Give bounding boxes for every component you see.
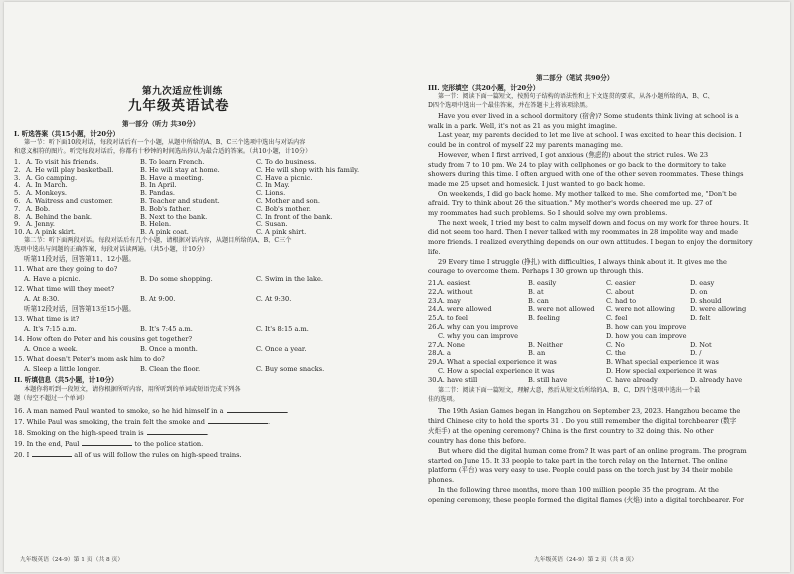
question-number: 29.	[428, 358, 439, 367]
passage-line: phones.	[428, 476, 455, 485]
question-18: 18. Smoking on the high-speed train is .	[14, 429, 209, 437]
option-a: A. Bob.	[26, 204, 51, 213]
q12-option-b: B. At 9:00.	[140, 295, 176, 303]
q20-text: 20. I	[14, 451, 30, 459]
cloze-intro: 第一节：阅读下面一篇短文，按照句子结构的语法性和上下文连贯的要求，从各小题所给的A、B、C、	[438, 93, 714, 100]
section2-intro: 选项中选出与问题的正确答案，每段对话读两遍。（共5小题，计10分）	[14, 246, 209, 253]
cloze-intro: D四个选项中选出一个最佳答案，并在答题卡上将该项涂黑。	[428, 102, 592, 109]
passage-line: courage to overcome them. Perhaps I 30 grown up through this.	[428, 267, 644, 276]
q11-option-c: C. Swim in the lake.	[256, 275, 323, 283]
option-c: C. Lions.	[256, 189, 286, 198]
q19-tail: to the police station.	[134, 440, 204, 448]
passage-line: The next week, I tried my best to calm myself down and focus on my work for three hours. It	[438, 218, 749, 227]
q20-tail: all of us will follow the rules on high-speed trains.	[74, 451, 242, 459]
option-b: B. Teacher and student.	[140, 197, 220, 205]
question-12: 12. What time will they meet?	[14, 285, 115, 293]
question-number: 28.	[428, 349, 439, 358]
q19-text: 19. In the end, Paul	[14, 440, 80, 448]
question-number: 22.	[428, 287, 439, 296]
q15-option-c: C. Buy some snacks.	[256, 365, 325, 373]
option-a: A. have still	[438, 375, 478, 384]
option-b: B. Next to the bank.	[140, 212, 208, 221]
answer-blank[interactable]	[208, 417, 268, 424]
option-b: B. To learn French.	[140, 158, 205, 166]
answer-blank[interactable]	[32, 450, 72, 457]
question-number: 26.	[428, 323, 439, 331]
passage-line: Last year, my parents decided to let me live at school. I was excited to hear this decision. I	[438, 131, 742, 140]
option-b: B. an	[528, 349, 546, 358]
option-b: B. Pandas.	[140, 189, 175, 198]
question-number: 4.	[14, 181, 21, 190]
option-c: C. He will shop with his family.	[256, 165, 360, 174]
option-c: C. Susan.	[256, 220, 288, 229]
cloze-section-title: III. 完形填空（共20小题，计20分）	[428, 84, 540, 92]
question-number: 21.	[428, 279, 439, 287]
option-a: A. Go camping.	[26, 173, 78, 182]
option-c: C. had to	[606, 296, 637, 305]
option-c: C. Have a picnic.	[256, 173, 313, 182]
q14-option-c: C. Once a year.	[256, 345, 307, 353]
option-b: B. still have	[528, 375, 568, 384]
question-number: 9.	[14, 220, 21, 229]
header-title: 第九次适应性训练	[142, 86, 223, 97]
section1-intro: 第一节：听下面10段对话，每段对话后有一个小题，从题中所给的A、B、C三个选项中选出与对话内容	[24, 139, 306, 146]
option-c: C. To do business.	[256, 158, 317, 166]
option-d: D. /	[690, 349, 702, 358]
option-d: D. were allowing	[690, 305, 747, 314]
question-19	[14, 439, 203, 448]
question-number: 2.	[14, 165, 21, 174]
option-a: A. to feel	[438, 314, 469, 323]
q11-option-a: A. Have a picnic.	[24, 275, 81, 283]
option-a: A. why can you improve	[438, 323, 519, 331]
passage-line: Have you ever lived in a school dormitory (宿舍)? Some students think living at school is a	[438, 112, 739, 120]
passage-line: started on June 15. It 33 people to take part in the torch relay on the Internet. The online	[428, 456, 728, 465]
question-13: 13. What time is it?	[14, 315, 80, 323]
option-a: A. a	[438, 349, 451, 358]
option-a: A. without	[438, 287, 473, 296]
q18-text: 18. Smoking on the high-speed train is	[14, 429, 144, 437]
answer-blank[interactable]	[227, 406, 287, 413]
option-d: D. on	[690, 287, 708, 296]
option-a: A. Behind the bank.	[26, 212, 93, 221]
question-number: 10.	[14, 228, 25, 237]
section3-intro: 题（每空不超过一个单词）	[14, 395, 89, 402]
question-number: 5.	[14, 189, 21, 198]
part1-title: 第一部分（听力 共30分）	[122, 120, 200, 128]
option-a: A. easiest	[438, 279, 471, 287]
option-c: C. have already	[606, 375, 658, 384]
option-c: C. the	[606, 349, 626, 358]
option-a: A. Monkeys.	[26, 189, 68, 198]
option-b: B. easily	[528, 279, 557, 287]
question-number: 3.	[14, 173, 21, 182]
passage-line: 29 Every time I struggle (挣扎) with difficulties, I always think about it. It gives me the	[438, 257, 727, 266]
passage-line: The 19th Asian Games began in Hangzhou on September 23, 2023. Hangzhou became the	[438, 407, 741, 415]
option-c: B. What special experience it was	[606, 358, 719, 367]
option-a: C. How a special experience it was	[438, 367, 555, 375]
option-c: C. Mother and son.	[256, 197, 320, 205]
option-c: C. Bob's mother.	[256, 204, 311, 213]
q16-text: 16. A man named Paul wanted to smoke, so he hid himself in a	[14, 407, 224, 415]
question-11: 11. What are they going to do?	[14, 265, 118, 273]
question-number: 1.	[14, 158, 21, 166]
q14-option-b: B. Once a month.	[140, 345, 198, 353]
option-a: A. Waitress and customer.	[26, 197, 113, 205]
exam-sheet	[4, 2, 790, 572]
q15-option-a: A. Sleep a little longer.	[24, 365, 101, 373]
option-a: C. why you can improve	[438, 331, 519, 340]
option-a: A. He will play basketball.	[26, 165, 114, 174]
option-c: B. how can you improve	[606, 323, 687, 331]
option-b: B. In April.	[140, 181, 177, 190]
question-14: 14. How often do Peter and his cousins get together?	[14, 335, 193, 343]
passage-line: walk in a park. Well, it's not as 21 as you might imagine.	[428, 121, 618, 130]
left-page	[10, 2, 390, 572]
passage-line: country has done this before.	[428, 436, 527, 445]
option-b: B. He will stay at home.	[140, 165, 220, 174]
option-c: C. In May.	[256, 181, 290, 190]
passage-line: But where did the digital human come from? It was part of an online program. The program	[438, 446, 747, 455]
passage-line: However, when I first arrived, I got anxious (焦虑的) about the strict rules. We 23	[438, 150, 709, 159]
section1-title: I. 听选答案（共15小题，计20分）	[14, 130, 120, 138]
q13-option-a: A. It's 7:15 a.m.	[24, 325, 77, 333]
page-footer: 九年级英语（24-9）第 1 页（共 8 页）	[20, 557, 124, 563]
option-a: A. may	[438, 296, 461, 305]
question-15: 15. What doesn't Peter's mom ask him to do?	[14, 355, 165, 363]
question-number: 24.	[428, 305, 439, 314]
option-b: B. Have a meeting.	[140, 173, 204, 182]
option-c: D. How special experience it was	[606, 367, 717, 375]
q17-text: 17. While Paul was smoking, the train felt the smoke and	[14, 418, 205, 426]
q11-option-b: B. Do some shopping.	[140, 275, 213, 283]
passage-line: showers during this time. I often argued with one of the other seven roommates. These things	[428, 170, 744, 179]
option-a: A. In March.	[26, 181, 68, 190]
passage-line: afraid. Try to think about 26 the situation." My mother's words cheered me up. 27 of	[428, 199, 712, 208]
q14-option-a: A. Once a week.	[24, 345, 78, 353]
option-a: A. None	[438, 340, 465, 349]
passage-line: opening ceremony, these people formed the digital flames (火焰) into a digital torchbearer. For	[428, 496, 744, 505]
section1-intro: 和意义相符的图片。听完每段对话后，你都有十秒钟的时间选出你认为最合适的答案。（共10小题，计10分）	[14, 148, 312, 155]
cloze2-intro: 佳的选项。	[428, 396, 459, 403]
cloze2-intro: 第二节：阅读下面一篇短文，理解大意，然后从短文后所给的A、B、C、D四个选项中选出一个最	[438, 387, 701, 394]
right-page	[424, 2, 788, 572]
option-c: C. In front of the bank.	[256, 212, 333, 221]
option-d: D. already have	[690, 375, 743, 384]
option-b: B. Neither	[528, 340, 563, 349]
question-number: 30.	[428, 375, 439, 384]
question-20	[14, 450, 242, 459]
passage-line: third Chinese city to hold the sports 31 . Do you still remember the digital torchbearer (数字	[428, 416, 737, 425]
section2-intro: 第二节：听下面两段对话。每段对话后有几个小题，请根据对话内容，从题目所给的A、B、C三个	[24, 237, 292, 244]
passage-line: platform (平台) was very easy to use. People could pass on the torch just by 34 their mobile	[428, 466, 733, 475]
option-a: A. Jenny.	[26, 220, 55, 229]
answer-blank[interactable]	[82, 439, 132, 446]
question-16: 16. A man named Paul wanted to smoke, so he hid himself in a .	[14, 407, 289, 415]
passage-line: In the following three months, more than 100 million people 35 the program. At the	[438, 486, 719, 495]
q13-option-b: B. It's 7:45 a.m.	[140, 325, 193, 333]
passage-line: life.	[428, 247, 441, 256]
passage-line: made me 25 upset and homesick. I just wanted to go back home.	[428, 179, 646, 188]
q13-option-c: C. It's 8:15 a.m.	[256, 325, 309, 333]
option-a: A. To visit his friends.	[26, 158, 99, 166]
section3-title: II. 听填信息（共5小题，计10分）	[14, 376, 118, 384]
q12-option-a: A. At 8:30.	[24, 295, 60, 303]
question-number: 6.	[14, 197, 21, 205]
option-d: D. easy	[690, 279, 715, 287]
option-c: C. A pink shirt.	[256, 228, 307, 237]
answer-blank[interactable]	[147, 428, 207, 435]
option-c: D. how you can improve	[606, 331, 687, 340]
passage-line: did not seem too hard. Then I never talked with my roommates in 28 impolite way and made	[428, 228, 739, 237]
dialog-instruction: 听第11段对话，回答第11、12小题。	[24, 255, 135, 263]
option-b: B. feeling	[528, 314, 560, 323]
option-c: C. about	[606, 287, 635, 296]
question-number: 27.	[428, 340, 439, 349]
q15-option-b: B. Clean the floor.	[140, 365, 201, 373]
option-a: A. A pink skirt.	[26, 228, 76, 237]
part2-title: 第二部分（笔试 共90分）	[536, 74, 614, 82]
question-number: 7.	[14, 204, 21, 213]
option-c: C. feel	[606, 314, 628, 323]
q12-option-c: C. At 9:30.	[256, 295, 292, 303]
option-b: B. at	[528, 287, 544, 296]
dialog-instruction: 听第12段对话，回答第13至15小题。	[24, 305, 135, 313]
passage-line: my roommates had such problems. So I should solve my own problems.	[428, 209, 668, 217]
question-number: 25.	[428, 314, 439, 323]
section3-intro: 本题你将听到一段短文，请你根据所听内容，用所听到的单词或短语完成下列各	[24, 386, 241, 393]
option-b: B. Bob's father.	[140, 204, 192, 213]
option-a: A. What a special experience it was	[438, 358, 557, 367]
option-d: D. Not	[690, 340, 712, 349]
question-number: 23.	[428, 296, 439, 305]
passage-line: On weekends, I did go back home. My mother talked to me. She comforted me, "Don't be	[438, 189, 737, 198]
option-b: B. Helen.	[140, 220, 172, 229]
option-b: B. can	[528, 296, 549, 305]
passage-line: study from 7 to 10 pm. We 24 to play with cellphones or go back to the dormitory to take	[428, 160, 727, 169]
page-footer: 九年级英语（24-9）第 2 页（共 8 页）	[534, 557, 638, 563]
option-d: D. should	[690, 296, 722, 305]
question-17: 17. While Paul was smoking, the train felt the smoke and .	[14, 418, 271, 426]
option-b: B. were not allowed	[528, 305, 595, 314]
option-b: B. A pink coat.	[140, 228, 189, 237]
passage-line: could be in control of myself 22 my parents managing me.	[428, 141, 623, 150]
option-c: C. No	[606, 340, 625, 349]
question-number: 8.	[14, 212, 21, 221]
option-d: D. felt	[690, 314, 711, 323]
exam-title: 九年级英语试卷	[128, 98, 230, 114]
option-c: C. easier	[606, 279, 636, 287]
passage-line: 火炬手) at the opening ceremony? China is the first country to 32 doing this. No other	[428, 426, 714, 435]
passage-line: more friends. I realized everything depends on our own attitudes. I began to enjoy the dormitory	[428, 238, 753, 247]
option-c: C. were not allowing	[606, 305, 675, 314]
option-a: A. were allowed	[438, 305, 492, 314]
